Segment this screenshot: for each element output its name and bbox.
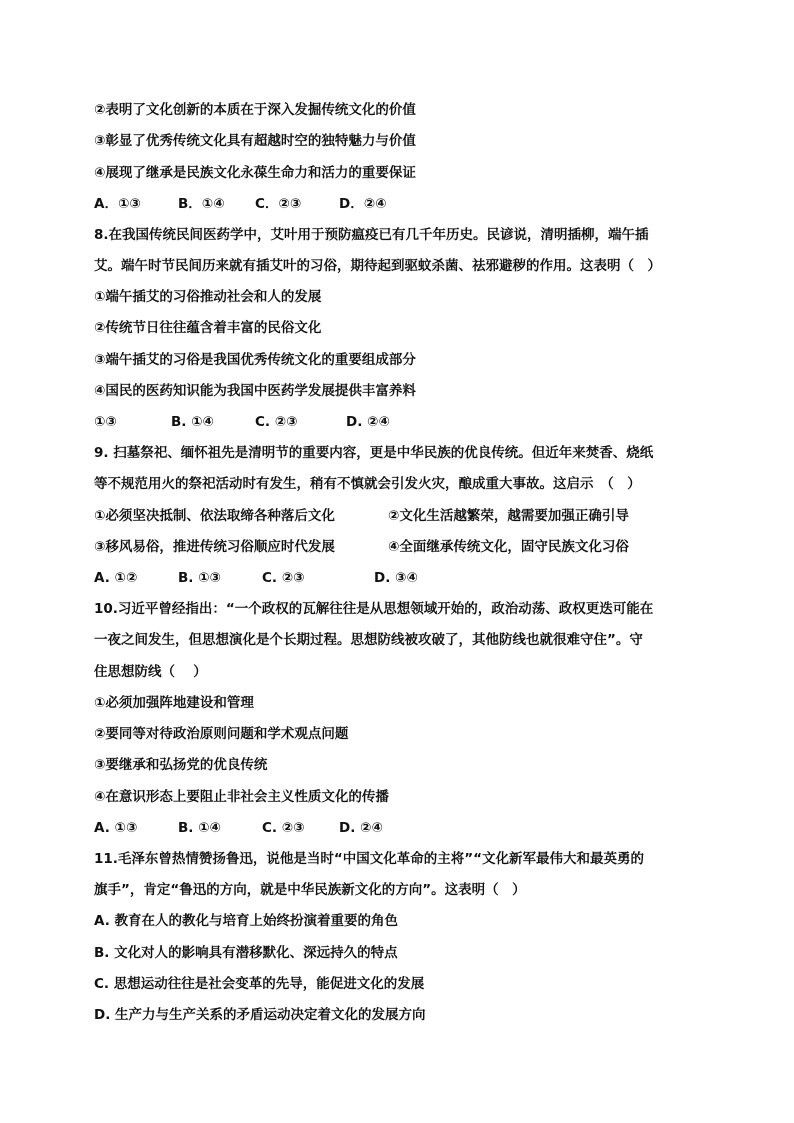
q11-choice-d: D. 生产力与生产关系的矛盾运动决定着文化的发展方向: [94, 1007, 426, 1023]
q9-item-4: ④全面继承传统文化，固守民族文化习俗: [388, 539, 629, 555]
q10-stem-line-2: 一夜之间发生，但思想演化是个长期过程。思想防线被攻破了，其他防线也就很难守住”。守: [94, 632, 643, 648]
q9-option-a: A. ①②: [94, 570, 138, 586]
q8-stem-line-2: 艾。端午时节民间历来就有插艾叶的习俗，期待起到驱蚊杀菌、祛邪避秽的作用。这表明（ ）: [94, 258, 661, 274]
q8-stem-line-1: 8.在我国传统民间医药学中，艾叶用于预防瘟疫已有几千年历史。民谚说，清明插柳，端午插: [94, 227, 649, 243]
q7-item-4: ④展现了继承是民族文化永葆生命力和活力的重要保证: [94, 165, 416, 181]
q9-stem-line-1: 9. 扫墓祭祀、缅怀祖先是清明节的重要内容，更是中华民族的优良传统。但近年来焚香、烧纸: [94, 445, 654, 461]
q7-option-a: A．①③: [94, 196, 141, 212]
q7-option-d: D．②④: [339, 196, 387, 212]
q9-option-d: D. ③④: [374, 570, 418, 586]
q9-item-3: ③移风易俗，推进传统习俗顺应时代发展: [94, 539, 335, 555]
q7-option-b: B．①④: [178, 196, 225, 212]
q10-stem-line-3: 住思想防线（ ）: [94, 664, 207, 680]
q10-item-1: ①必须加强阵地建设和管理: [94, 695, 254, 711]
q8-item-4: ④国民的医药知识能为我国中医药学发展提供丰富养料: [94, 383, 416, 399]
q8-option-d: D. ②④: [346, 414, 390, 430]
q11-stem-line-2: 旗手”，肯定“鲁迅的方向，就是中华民族新文化的方向”。这表明（ ）: [94, 882, 526, 898]
q9-option-b: B. ①③: [178, 570, 221, 586]
q9-option-c: C. ②③: [262, 570, 305, 586]
q8-item-2: ②传统节日往往蕴含着丰富的民俗文化: [94, 320, 322, 336]
q11-stem-line-1: 11.毛泽东曾热情赞扬鲁迅，说他是当时“中国文化革命的主将”“文化新军最伟大和最英勇的: [94, 851, 645, 867]
q10-option-a: A. ①③: [94, 820, 138, 836]
q10-stem-line-1: 10.习近平曾经指出：“一个政权的瓦解往往是从思想领域开始的，政治动荡、政权更迭可能在: [94, 601, 654, 617]
q8-option-b: B. ①④: [171, 414, 214, 430]
q11-choice-c: C. 思想运动往往是社会变革的先导，能促进文化的发展: [94, 976, 425, 992]
q8-item-1: ①端午插艾的习俗推动社会和人的发展: [94, 289, 322, 305]
q10-option-c: C. ②③: [262, 820, 305, 836]
q8-option-a: ①③: [94, 414, 117, 430]
q10-item-4: ④在意识形态上要阻止非社会主义性质文化的传播: [94, 789, 389, 805]
q9-item-1: ①必须坚决抵制、依法取缔各种落后文化: [94, 508, 335, 524]
q10-item-2: ②要同等对待政治原则问题和学术观点问题: [94, 726, 349, 742]
q7-option-c: C．②③: [255, 196, 302, 212]
q8-item-3: ③端午插艾的习俗是我国优秀传统文化的重要组成部分: [94, 352, 416, 368]
q10-item-3: ③要继承和弘扬党的优良传统: [94, 757, 268, 773]
q10-option-b: B. ①④: [178, 820, 221, 836]
q7-item-2: ②表明了文化创新的本质在于深入发掘传统文化的价值: [94, 102, 416, 118]
q11-choice-a: A. 教育在人的教化与培育上始终扮演着重要的角色: [94, 913, 399, 929]
q8-option-c: C. ②③: [255, 414, 298, 430]
q9-item-2: ②文化生活越繁荣，越需要加强正确引导: [388, 508, 629, 524]
q10-option-d: D. ②④: [339, 820, 383, 836]
q11-choice-b: B. 文化对人的影响具有潜移默化、深远持久的特点: [94, 945, 398, 961]
q7-item-3: ③彰显了优秀传统文化具有超越时空的独特魅力与价值: [94, 133, 416, 149]
q9-stem-line-2: 等不规范用火的祭祀活动时有发生，稍有不慎就会引发火灾，酿成重大事故。这启示 （ ）: [94, 476, 641, 492]
